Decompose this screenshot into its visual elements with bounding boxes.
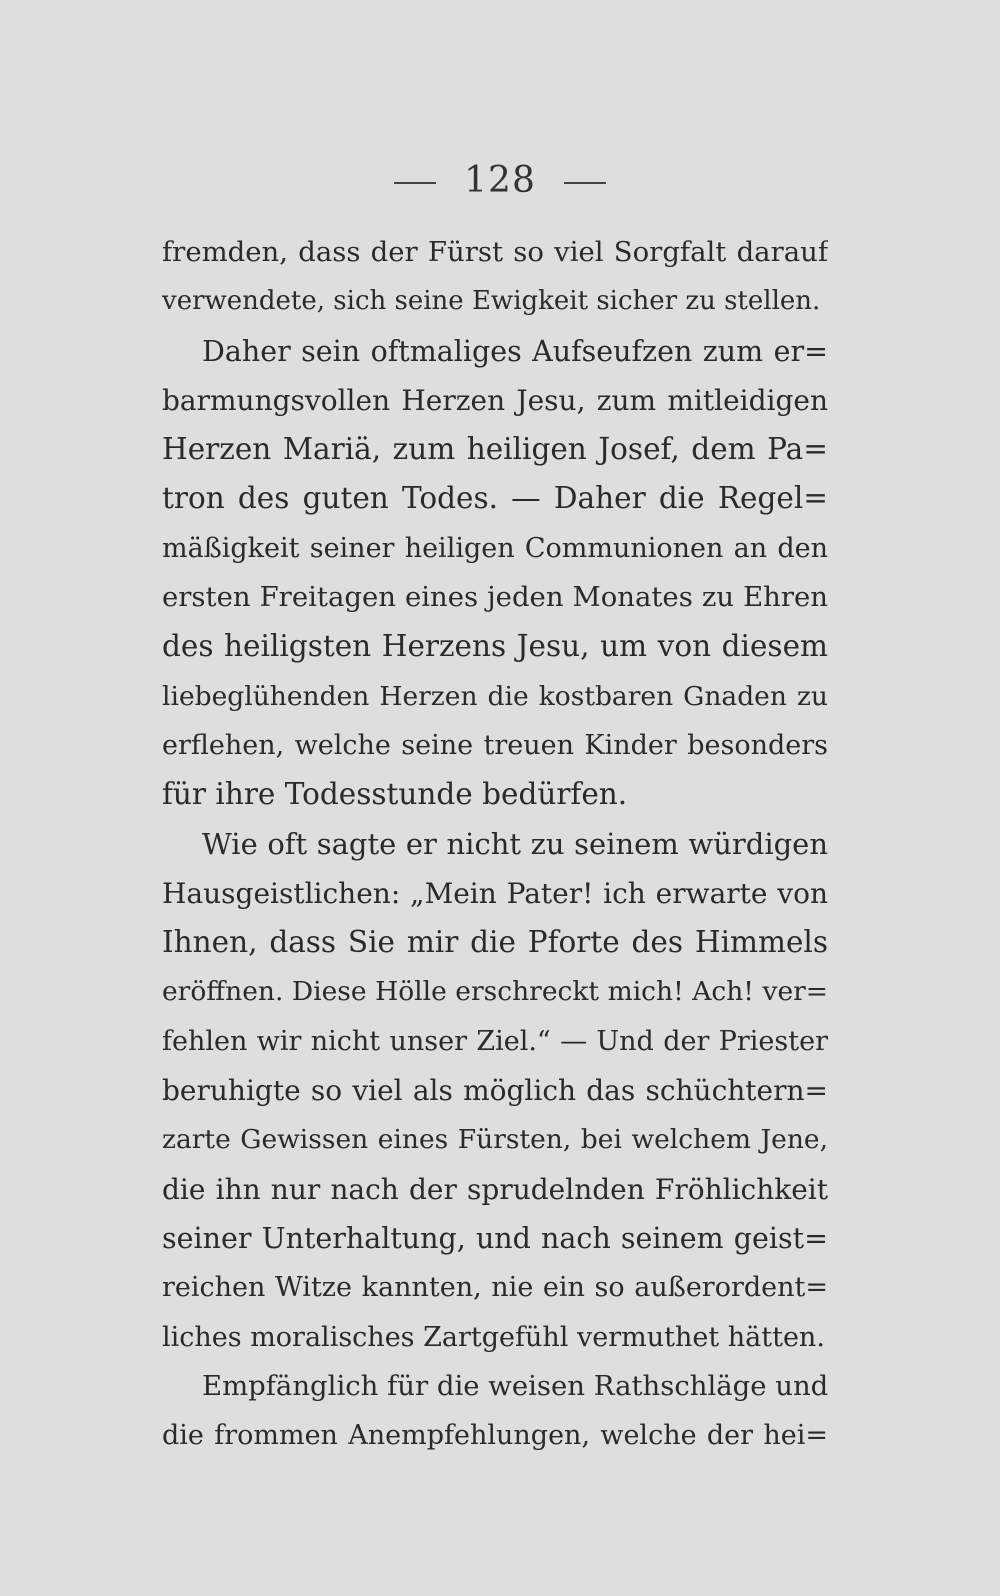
text-line: fehlen wir nicht unser Ziel.“ — Und der Priester <box>162 1025 828 1057</box>
text-line: liebeglühenden Herzen die kostbaren Gnaden zu <box>162 680 828 712</box>
text-line: für ihre Todesstunde bedürfen. <box>162 777 628 812</box>
text-line: zarte Gewissen eines Fürsten, bei welchem Jene, <box>162 1124 828 1156</box>
text-line: erflehen, welche seine treuen Kinder besonders <box>162 729 828 761</box>
header-dash-right <box>564 182 606 184</box>
text-line: liches moralisches Zartgefühl vermuthet hätten. <box>162 1321 825 1353</box>
text-line: mäßigkeit seiner heiligen Communionen an den <box>162 532 828 564</box>
text-line: ersten Freitagen eines jeden Monates zu Ehren <box>162 581 828 614</box>
text-line: Empfänglich für die weisen Rathschläge und <box>202 1369 828 1402</box>
text-line: barmungsvollen Herzen Jesu, zum mitleidigen <box>162 383 828 417</box>
text-line: die frommen Anempfehlungen, welche der hei= <box>162 1420 828 1452</box>
page-number: 128 <box>464 160 536 201</box>
header-dash-left <box>394 182 436 184</box>
text-line: des heiligsten Herzens Jesu, um von diesem <box>162 629 828 664</box>
page-header <box>0 160 1000 201</box>
text-line: verwendete, sich seine Ewigkeit sicher zu stellen. <box>162 286 821 317</box>
body-text <box>162 228 828 1460</box>
text-line: die ihn nur nach der sprudelnden Fröhlichkeit <box>162 1172 828 1206</box>
text-line: beruhigte so viel als möglich das schüchtern= <box>162 1074 828 1108</box>
text-line: reichen Witze kannten, nie ein so außerordent= <box>162 1272 828 1304</box>
text-line: Ihnen, dass Sie mir die Pforte des Himmels <box>162 925 828 960</box>
text-line: fremden, dass der Fürst so viel Sorgfalt darauf <box>162 236 828 268</box>
text-line: Daher sein oftmaliges Aufseufzen zum er= <box>202 334 828 368</box>
text-line: Hausgeistlichen: „Mein Pater! ich erwarte von <box>162 876 828 910</box>
text-line: eröffnen. Diese Hölle erschreckt mich! Ach! ver= <box>162 976 828 1008</box>
text-line: tron des guten Todes. — Daher die Regel= <box>162 481 828 516</box>
text-line: Wie oft sagte er nicht zu seinem würdigen <box>202 826 828 861</box>
text-line: Herzen Mariä, zum heiligen Josef, dem Pa= <box>162 432 828 467</box>
text-line: seiner Unterhaltung, und nach seinem geist= <box>162 1221 828 1255</box>
